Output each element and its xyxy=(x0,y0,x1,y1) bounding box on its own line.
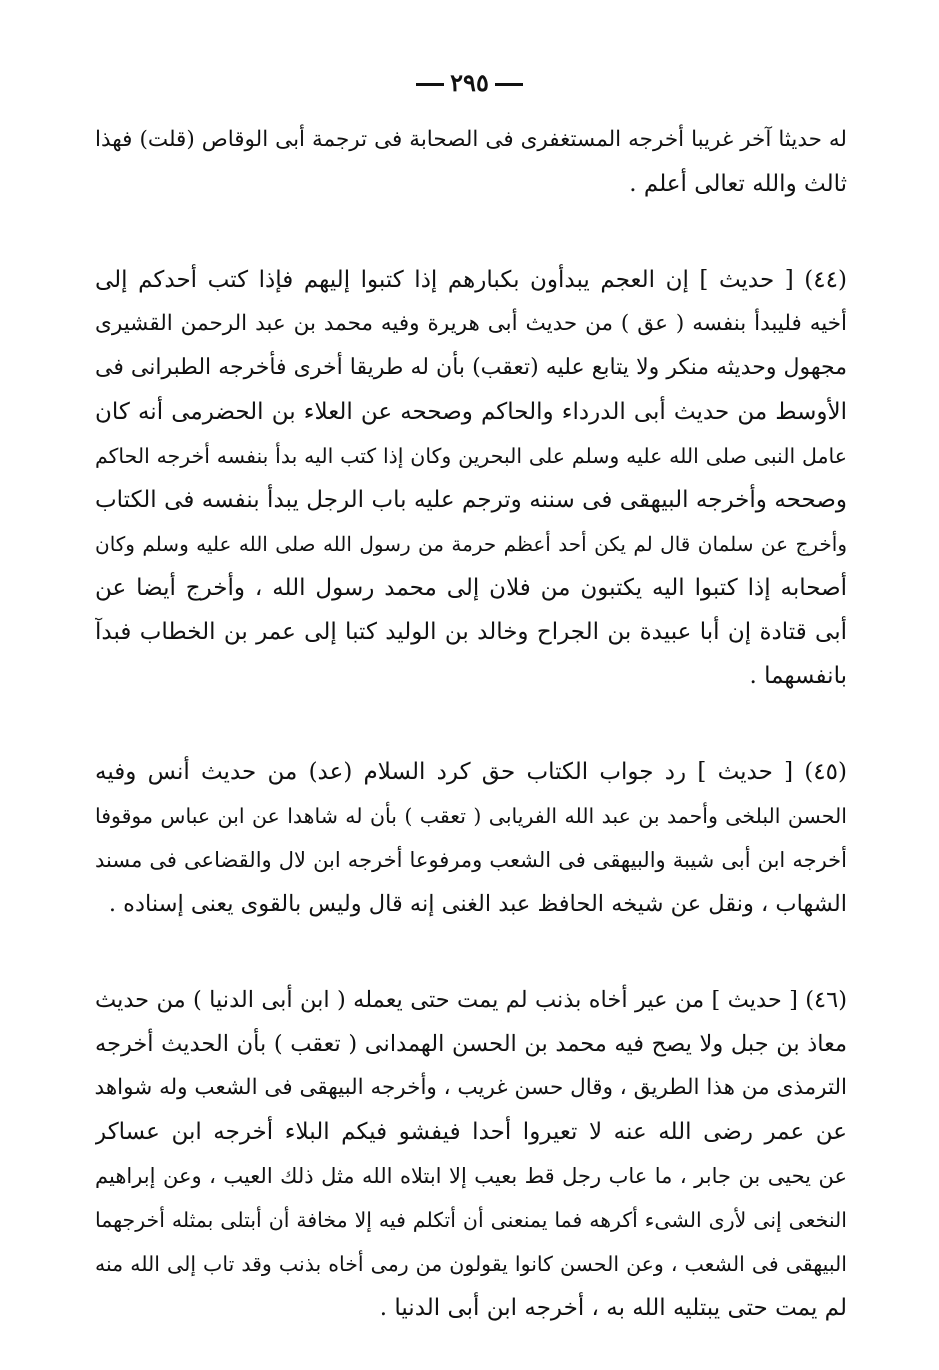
text-line: الترمذى من هذا الطريق ، وقال حسن غريب ، وأخرجه البيهقى فى الشعب وله شواهد xyxy=(95,1075,847,1100)
paragraph-gap xyxy=(95,206,847,258)
text-line: البيهقى فى الشعب ، وعن الحسن كانوا يقولون من رمى أخاه بذنب وقد تاب إلى الله منه xyxy=(95,1252,847,1276)
header-dash-left xyxy=(416,83,444,86)
paragraph-gap xyxy=(95,698,847,750)
page-header xyxy=(0,68,939,98)
paragraph-hadith-44 xyxy=(95,258,847,698)
text-line: لم يمت حتى يبتليه الله به ، أخرجه ابن أبى الدنيا . xyxy=(379,1295,847,1321)
text-line: مجهول وحديثه منكر ولا يتابع عليه (تعقب) بأن له طريقا أخرى فأخرجه الطبرانى فى xyxy=(95,355,847,380)
text-line: عن يحيى بن جابر ، ما عاب رجل قط بعيب إلا ابتلاه الله مثل ذلك العيب ، وعن إبراهيم xyxy=(95,1164,847,1188)
text-line: (٤٤) [ حديث ] إن العجم يبدأون بكبارهم إذا كتبوا إليهم فإذا كتب أحدكم إلى xyxy=(95,267,847,293)
text-line: أبى قتادة إن أبا عبيدة بن الجراح وخالد بن الوليد كتبا إلى عمر بن الخطاب فبدآ xyxy=(95,619,847,645)
paragraph-intro-end xyxy=(95,118,847,206)
text-line: عامل النبى صلى الله عليه وسلم على البحرين وكان إذا كتب اليه بدأ بنفسه أخرجه الحاكم xyxy=(95,444,847,468)
text-line: (٤٥) [ حديث ] رد جواب الكتاب حق كرد السلام (عد) من حديث أنس وفيه xyxy=(95,759,847,785)
text-line: له حديثا آخر غريبا أخرجه المستغفرى فى الصحابة فى ترجمة أبى الوقاص (قلت) فهذا xyxy=(95,127,847,152)
text-line: الحسن البلخى وأحمد بن عبد الله الفريابى ( تعقب ) بأن له شاهدا عن ابن عباس موقوفا xyxy=(95,804,847,828)
text-line: النخعى إنى لأرى الشىء أكرهه فما يمنعنى أن أتكلم فيه إلا مخافة أن أبتلى بمثله أخرجهما xyxy=(95,1208,847,1232)
text-line: وصححه وأخرجه البيهقى فى سننه وترجم عليه باب الرجل يبدأ بنفسه فى الكتاب xyxy=(95,487,847,513)
text-line: وأخرج عن سلمان قال لم يكن أحد أعظم حرمة من رسول الله صلى الله عليه وسلم وكان xyxy=(95,532,847,556)
text-line: ثالث والله تعالى أعلم . xyxy=(629,171,847,197)
paragraph-hadith-45 xyxy=(95,750,847,926)
page-number: ٢٩٥ xyxy=(450,68,489,97)
text-line: (٤٦) [ حديث ] من عير أخاه بذنب لم يمت حتى يعمله ( ابن أبى الدنيا ) من حديث xyxy=(95,987,847,1013)
header-dash-right xyxy=(495,83,523,86)
paragraph-hadith-46 xyxy=(95,978,847,1330)
page-body xyxy=(95,118,847,1330)
paragraph-gap xyxy=(95,926,847,978)
text-line: عن عمر رضى الله عنه لا تعيروا أحدا فيفشو فيكم البلاء أخرجه ابن عساكر xyxy=(95,1119,847,1145)
text-line: بانفسهما . xyxy=(749,663,847,689)
text-line: أخيه فليبدأ بنفسه ( عق ) من حديث أبى هريرة وفيه محمد بن عبد الرحمن القشيرى xyxy=(95,311,847,336)
text-line: الأوسط من حديث أبى الدرداء والحاكم وصححه عن العلاء بن الحضرمى أنه كان xyxy=(95,399,847,425)
text-line: الشهاب ، ونقل عن شيخه الحافظ عبد الغنى إنه قال وليس بالقوى يعنى إسناده . xyxy=(108,891,847,917)
text-line: أخرجه ابن أبى شيبة والبيهقى فى الشعب ومرفوعا أخرجه ابن لال والقضاعى فى مسند xyxy=(95,848,847,872)
text-line: معاذ بن جبل ولا يصح فيه محمد بن الحسن الهمدانى ( تعقب ) بأن الحديث أخرجه xyxy=(95,1031,847,1057)
text-line: أصحابه إذا كتبوا اليه يكتبون من فلان إلى محمد رسول الله ، وأخرج أيضا عن xyxy=(95,575,847,601)
